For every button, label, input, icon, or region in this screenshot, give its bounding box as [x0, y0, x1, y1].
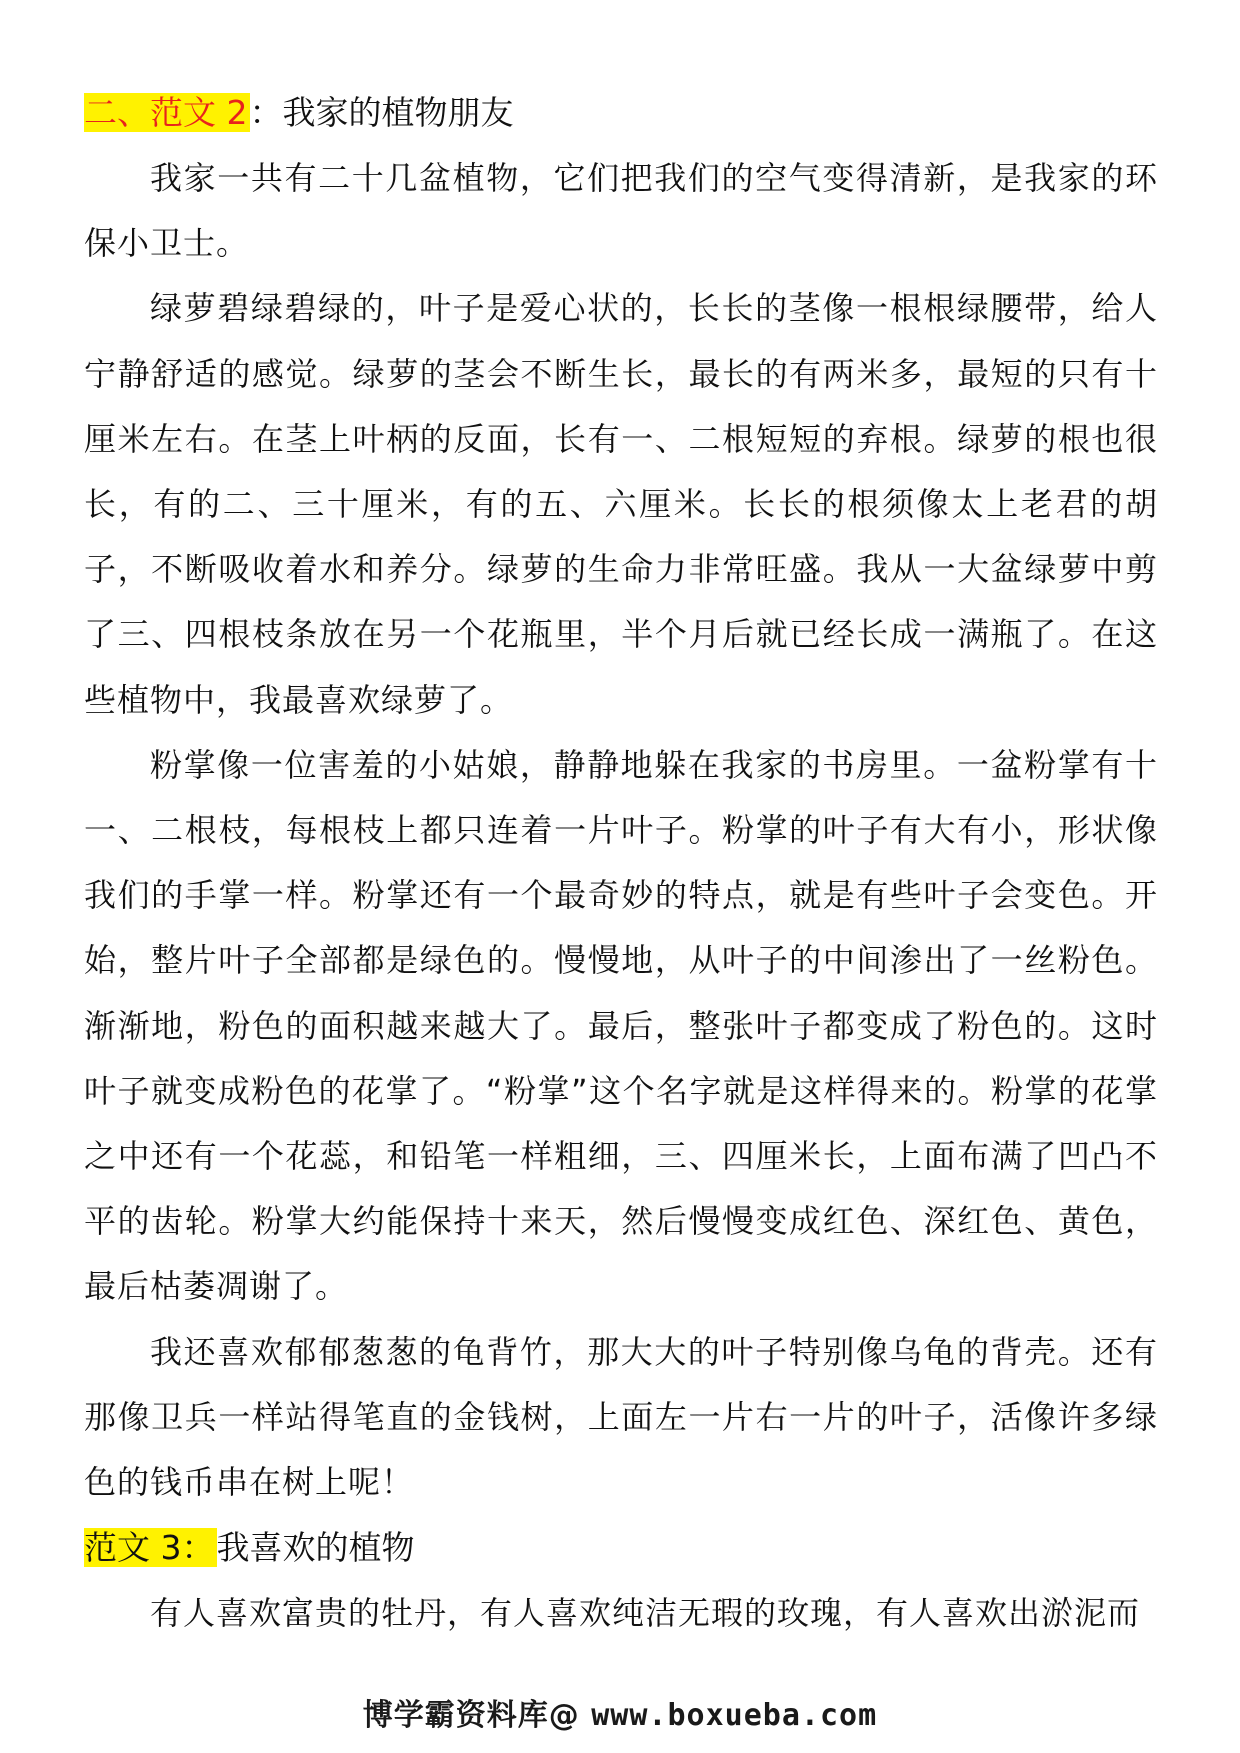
watermark-footer	[0, 1690, 1240, 1734]
section-2-heading	[84, 80, 1158, 146]
footer-site-name: 博学霸资料库	[362, 1698, 549, 1733]
section-2-label: 二、范文 2	[84, 93, 248, 132]
section-3-title: 我喜欢的植物	[216, 1528, 415, 1568]
section-2-paragraph-3: 粉掌像一位害羞的小姑娘，静静地躲在我家的书房里。一盆粉掌有十一、二根枝，每根枝上都只连着一片叶子。粉掌的叶子有大有小，形状像我们的手掌一样。粉掌还有一个最奇妙的特点，就是有些叶子会变色。开始，整片叶子全部都是绿色的。慢慢地，从叶子的中间渗出了一丝粉色。渐渐地，粉色的面积越来越大了。最后，整张叶子都变成了粉色的。这时叶子就变成粉色的花掌了。“粉掌”这个名字就是这样得来的。粉掌的花掌之中还有一个花蕊，和铅笔一样粗细，三、四厘米长，上面布满了凹凸不平的齿轮。粉掌大约能保持十来天，然后慢慢变成红色、深红色、黄色，最后枯萎凋谢了。	[84, 745, 1158, 1306]
section-3-paragraph-1: 有人喜欢富贵的牡丹，有人喜欢纯洁无瑕的玫瑰，有人喜欢出淤泥而	[150, 1594, 1141, 1633]
footer-url: www.boxueba.com	[591, 1698, 878, 1733]
section-2-title: 我家的植物朋友	[282, 93, 514, 132]
section-2-paragraph-1: 我家一共有二十几盆植物，它们把我们的空气变得清新，是我家的环保小卫士。	[84, 159, 1158, 263]
section-2-colon: ：	[249, 93, 283, 132]
section-2-paragraph-4: 我还喜欢郁郁葱葱的龟背竹，那大大的叶子特别像乌龟的背壳。还有那像卫兵一样站得笔直的金钱树，上面左一片右一片的叶子，活像许多绿色的钱币串在树上呢！	[84, 1332, 1158, 1502]
footer-at: @	[548, 1698, 580, 1733]
document-body	[84, 80, 1158, 1646]
section-2-paragraph-2: 绿萝碧绿碧绿的，叶子是爱心状的，长长的茎像一根根绿腰带，给人宁静舒适的感觉。绿萝的茎会不断生长，最长的有两米多，最短的只有十厘米左右。在茎上叶柄的反面，长有一、二根短短的弃根。绿萝的根也很长，有的二、三十厘米，有的五、六厘米。长长的根须像太上老君的胡子，不断吸收着水和养分。绿萝的生命力非常旺盛。我从一大盆绿萝中剪了三、四根枝条放在另一个花瓶里，半个月后就已经长成一满瓶了。在这些植物中，我最喜欢绿萝了。	[84, 289, 1158, 719]
section-3-label: 范文 3：	[84, 1528, 215, 1568]
section-3-heading	[84, 1515, 1158, 1581]
